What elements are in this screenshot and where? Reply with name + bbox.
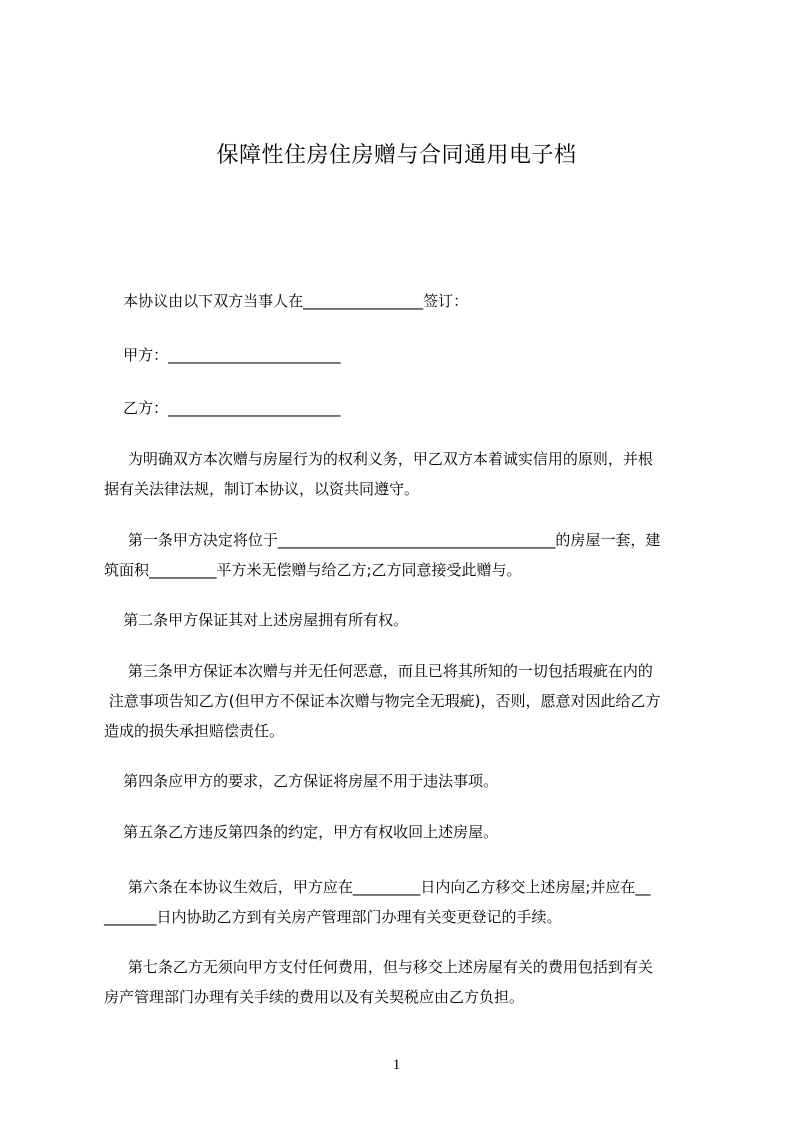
- paragraph-party-a: [104, 340, 700, 370]
- document-title: 保障性住房住房赠与合同通用电子档: [216, 143, 577, 168]
- paragraph-line: 甲方：_______________________: [104, 346, 341, 364]
- paragraph-signing-place: [104, 286, 700, 316]
- paragraph-article-4: [104, 766, 700, 796]
- paragraph-line: 第五条乙方违反第四条的约定，甲方有权收回上述房屋。: [104, 823, 499, 841]
- paragraph-article-1: [104, 525, 700, 585]
- paragraph-line: 第四条应甲方的要求，乙方保证将房屋不用于违法事项。: [104, 772, 499, 790]
- paragraph-article-2: [104, 605, 700, 635]
- paragraph-party-b: [104, 393, 700, 423]
- paragraph-line: 第二条甲方保证其对上述房屋拥有所有权。: [104, 611, 409, 629]
- paragraph-line: 第七条乙方无须向甲方支付任何费用，但与移交上述房屋有关的费用包括到有关: [104, 958, 653, 976]
- paragraph-article-7: [104, 952, 700, 1012]
- paragraph-line: 注意事项告知乙方(但甲方不保证本次赠与物完全无瑕疵)，否则，愿意对因此给乙方: [104, 692, 661, 710]
- paragraph-article-5: [104, 817, 700, 847]
- paragraph-line: 为明确双方本次赠与房屋行为的权利义务，甲乙双方本着诚实信用的原则，并根: [104, 450, 653, 468]
- paragraph-line: 房产管理部门办理有关手续的费用以及有关契税应由乙方负担。: [104, 988, 525, 1006]
- paragraph-article-3: [104, 656, 700, 746]
- paragraph-line: 第六条在本协议生效后，甲方应在_________日内向乙方移交上述房屋;并应在__: [104, 878, 651, 896]
- paragraph-line: 筑面积_________平方米无偿赠与给乙方;乙方同意接受此赠与。: [104, 561, 522, 579]
- paragraph-article-6: [104, 872, 700, 932]
- paragraph-line: 第一条甲方决定将位于_____________________________________的房屋一套，建: [104, 531, 661, 549]
- paragraph-line: _______日内协助乙方到有关房产管理部门办理有关变更登记的手续。: [104, 908, 562, 926]
- page-number: 1: [392, 1057, 401, 1073]
- paragraph-line: 乙方：_______________________: [104, 399, 341, 417]
- paragraph-line: 据有关法律法规，制订本协议，以资共同遵守。: [104, 480, 420, 498]
- paragraph-line: 第三条甲方保证本次赠与并无任何恶意，而且已将其所知的一切包括瑕疵在内的: [104, 662, 653, 680]
- paragraph-line: 本协议由以下双方当事人在________________签订：: [104, 292, 469, 310]
- paragraph-preamble: [104, 444, 700, 504]
- paragraph-line: 造成的损失承担赔偿责任。: [104, 722, 285, 740]
